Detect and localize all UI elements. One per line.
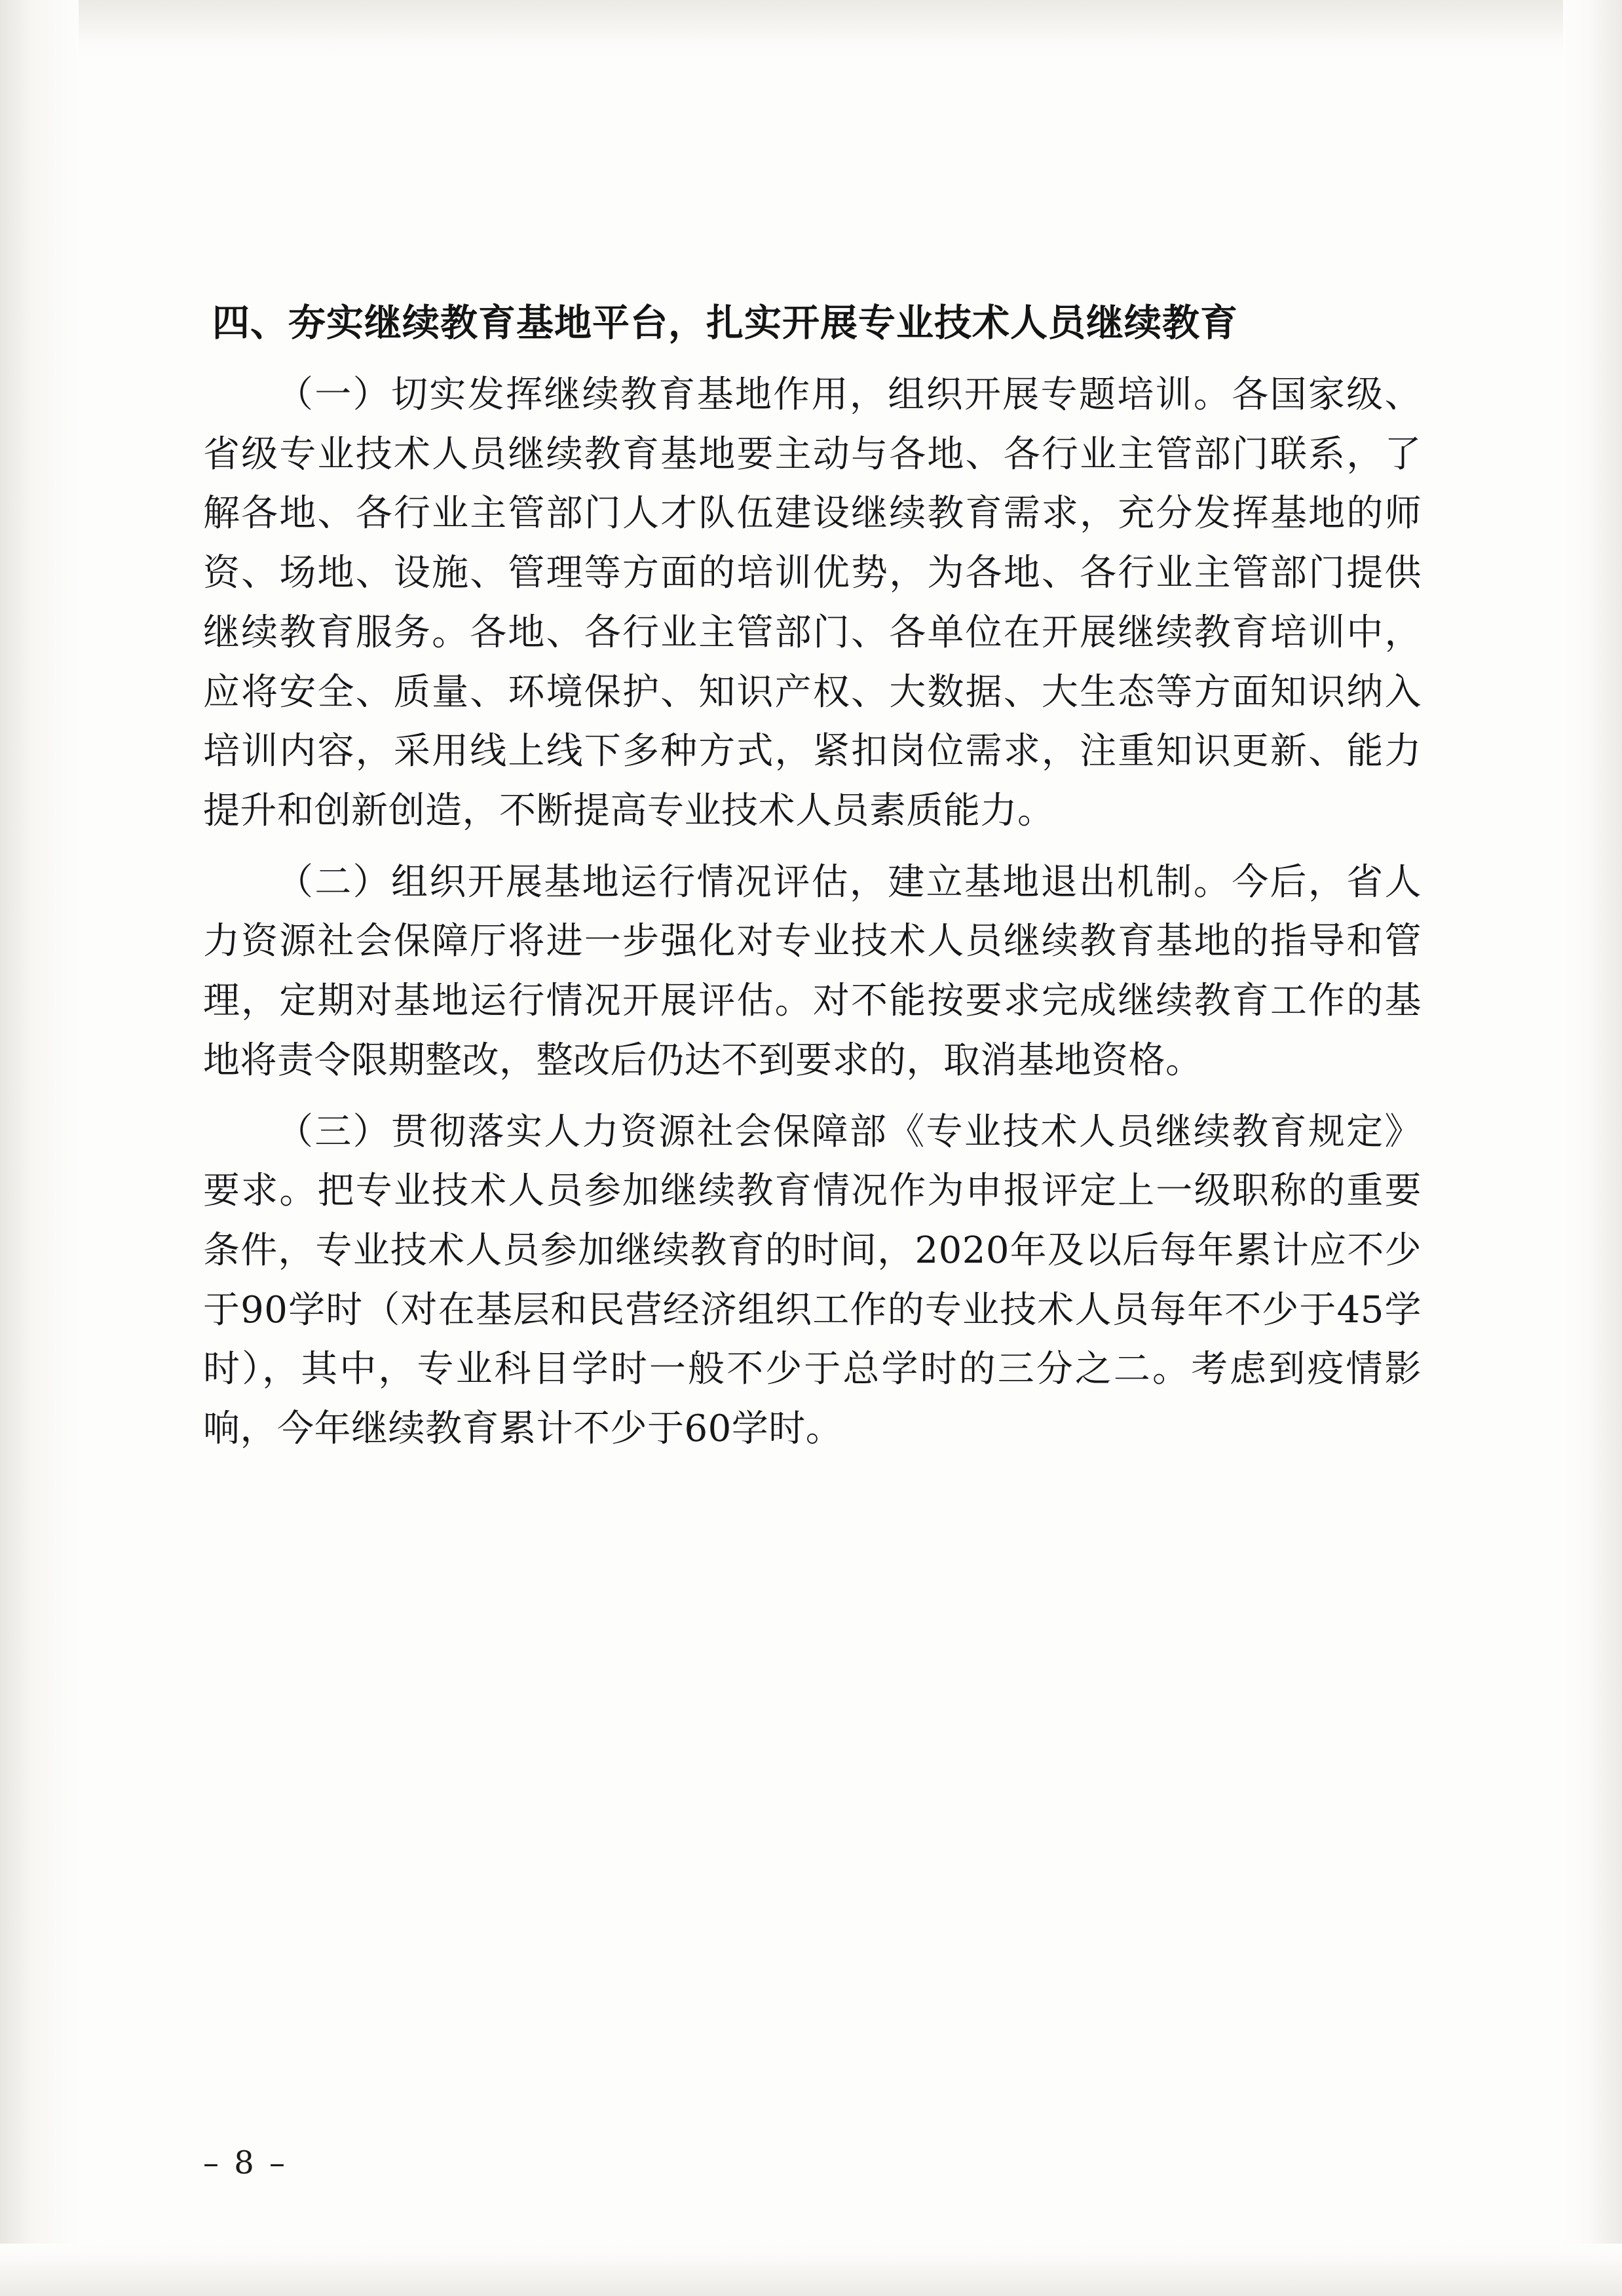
section-heading: 四、夯实继续教育基地平台，扎实开展专业技术人员继续教育: [212, 301, 1238, 345]
scan-edge-bottom: [0, 2244, 1622, 2296]
paragraph-one: （一）切实发挥继续教育基地作用，组织开展专题培训。各国家级、省级专业技术人员继续教育基地要主动与各地、各行业主管部门联系，了解各地、各行业主管部门人才队伍建设继续教育需求，充分发挥基地的师资、场地、设施、管理等方面的培训优势，为各地、各行业主管部门提供继续教育服务。各地、各行业主管部门、各单位在开展继续教育培训中，应将安全、质量、环境保护、知识产权、大数据、大生态等方面知识纳入培训内容，采用线上线下多种方式，紧扣岗位需求，注重知识更新、能力提升和创新创造，不断提高专业技术人员素质能力。: [203, 373, 1422, 832]
paragraph-two: （二）组织开展基地运行情况评估，建立基地退出机制。今后，省人力资源社会保障厅将进一步强化对专业技术人员继续教育基地的指导和管理，定期对基地运行情况开展评估。对不能按要求完成继续教育工作的基地将责令限期整改，整改后仍达不到要求的，取消基地资格。: [203, 860, 1422, 1082]
page-number: – 8 –: [203, 2145, 288, 2181]
scan-edge-left: [0, 0, 79, 2296]
paragraph-three: （三）贯彻落实人力资源社会保障部《专业技术人员继续教育规定》要求。把专业技术人员参加继续教育情况作为申报评定上一级职称的重要条件，专业技术人员参加继续教育的时间，2020年及以后每年累计应不少于90学时（对在基层和民营经济组织工作的专业技术人员每年不少于45学时），其中，专业科目学时一般不少于总学时的三分之二。考虑到疫情影响，今年继续教育累计不少于60学时。: [203, 1110, 1422, 1451]
scan-edge-top: [0, 0, 1622, 59]
scan-edge-right: [1563, 0, 1622, 2296]
document-body: [203, 298, 1422, 1471]
